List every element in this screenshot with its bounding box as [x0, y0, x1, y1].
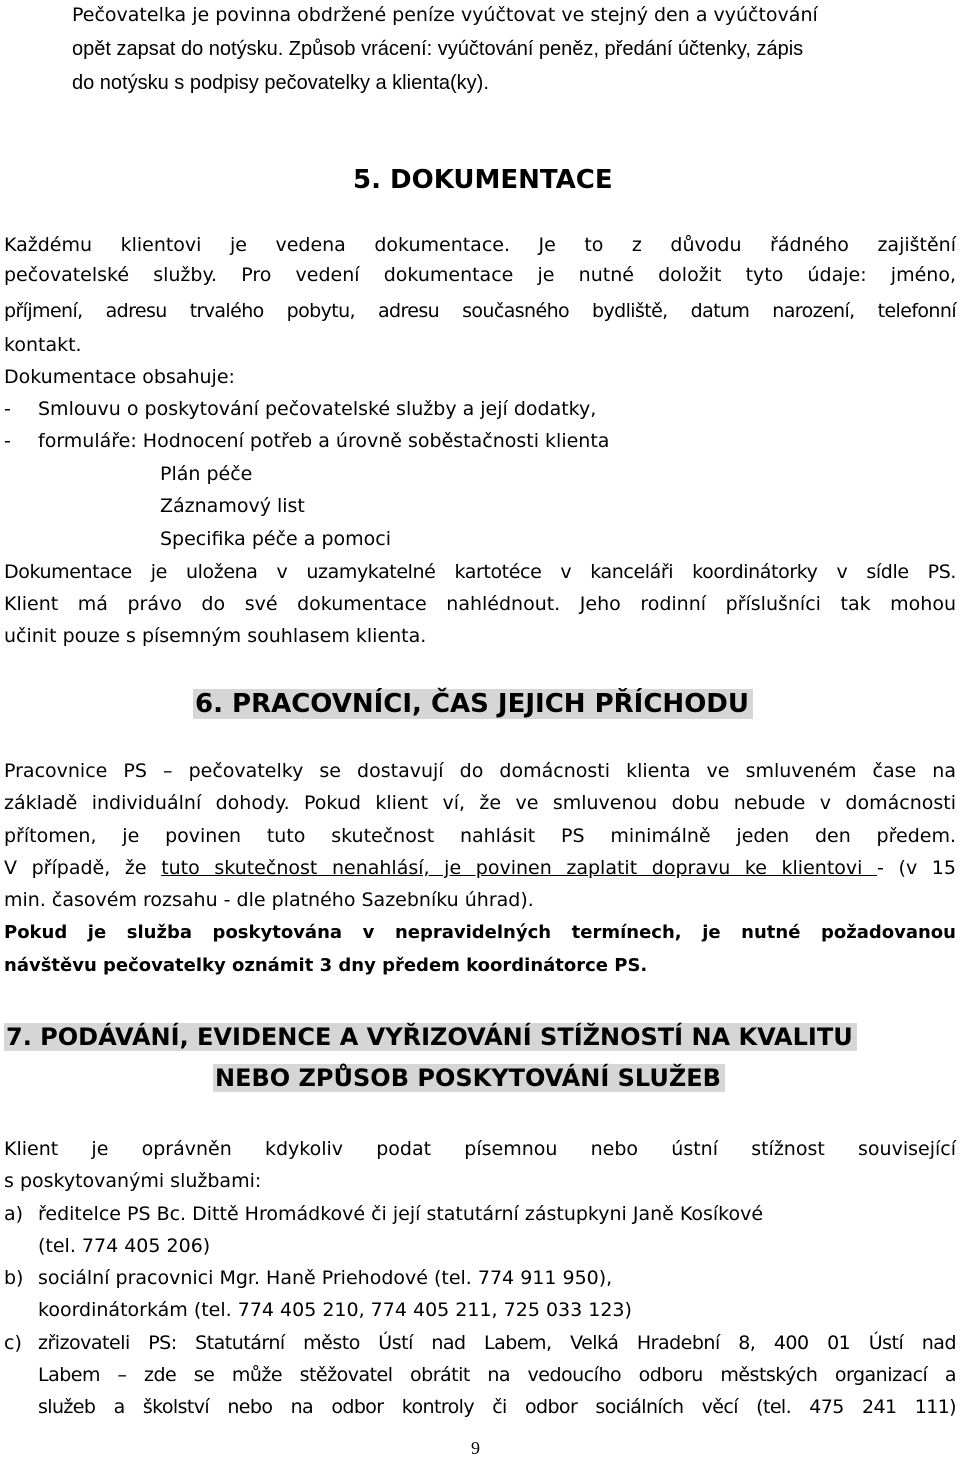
form-plan-pece: Plán péče [160, 463, 253, 485]
list-dash-1: - [4, 398, 11, 420]
item-c-line-3: služeb a školství nebo na odbor kontroly či odbor sociálních věcí (tel. 475 241 111) [38, 1396, 956, 1418]
section-6-p1-line-4 [4, 855, 956, 881]
line-4-end: - (v 15 [877, 857, 956, 879]
item-a-line-1: ředitelce PS Bc. Dittě Hromádkové či její statutární zástupkyni Janě Kosíkové [38, 1203, 764, 1225]
section-7-intro-line-1: Klient je oprávněn kdykoliv podat písemnou nebo ústní stížnost související [4, 1138, 956, 1160]
section-6-heading-text: 6. PRACOVNÍCI, ČAS JEJICH PŘÍCHODU [193, 689, 753, 719]
section-5-p2-line-1: Dokumentace je uložena v uzamykatelné kartotéce v kanceláři koordinátorky v sídle PS. [4, 561, 956, 583]
item-c-label: c) [4, 1332, 22, 1354]
intro-line-3: do notýsku s podpisy pečovatelky a klienta(ky). [72, 72, 489, 94]
list-item-1: Smlouvu o poskytování pečovatelské služby a její dodatky, [38, 398, 597, 420]
section-6-bold-line-2: návštěvu pečovatelky oznámit 3 dny předem koordinátorce PS. [4, 955, 648, 976]
section-7-heading-line-2 [213, 1061, 725, 1095]
section-6-bold-line-1: Pokud je služba poskytována v nepravidelných termínech, je nutné požadovanou [4, 922, 956, 943]
section-5-p1-line-3: příjmení, adresu trvalého pobytu, adresu současného bydliště, datum narození, telefonní [4, 300, 956, 322]
intro-line-2: opět zapsat do notýsku. Způsob vrácení: vyúčtování peněz, předání účtenky, zápis [72, 38, 804, 60]
section-5-p1-line-4: kontakt. [4, 334, 82, 356]
section-7-heading-text-2: NEBO ZPŮSOB POSKYTOVÁNÍ SLUŽEB [213, 1064, 725, 1092]
section-6-p1-line-3: přítomen, je povinen tuto skutečnost nahlásit PS minimálně jeden den předem. [4, 825, 956, 847]
section-5-p1-line-2: pečovatelské služby. Pro vedení dokumentace je nutné doložit tyto údaje: jméno, [4, 264, 956, 286]
section-7-heading-line-1 [4, 1020, 857, 1054]
item-c-line-1: zřizovateli PS: Statutární město Ústí nad Labem, Velká Hradební 8, 400 01 Ústí nad [38, 1332, 956, 1354]
section-5-p2-line-2: Klient má právo do své dokumentace nahlédnout. Jeho rodinní příslušníci tak mohou [4, 593, 956, 615]
section-6-heading [193, 687, 753, 721]
intro-line-1: Pečovatelka je povinna obdržené peníze vyúčtovat ve stejný den a vyúčtování [72, 4, 818, 26]
section-7-heading-text-1: 7. PODÁVÁNÍ, EVIDENCE A VYŘIZOVÁNÍ STÍŽNOSTÍ NA KVALITU [4, 1023, 857, 1051]
underlined-obligation: tuto skutečnost nenahlásí, je povinen zaplatit dopravu ke klientovi [161, 857, 878, 879]
section-7-intro-line-2: s poskytovanými službami: [4, 1170, 262, 1192]
item-a-label: a) [4, 1203, 24, 1225]
section-5-p1-line-1: Každému klientovi je vedena dokumentace. Je to z důvodu řádného zajištění [4, 234, 956, 256]
item-b-line-1: sociální pracovnici Mgr. Haně Priehodové (tel. 774 911 950), [38, 1267, 613, 1289]
contains-label: Dokumentace obsahuje: [4, 366, 235, 388]
form-zaznamovy-list: Záznamový list [160, 495, 305, 517]
item-b-label: b) [4, 1267, 24, 1289]
section-6-p1-line-2: základě individuální dohody. Pokud klient ví, že ve smluvenou dobu nebude v domácnosti [4, 792, 956, 814]
list-item-2: formuláře: Hodnocení potřeb a úrovně soběstačnosti klienta [38, 430, 610, 452]
section-5-heading [353, 163, 613, 197]
form-specifika: Specifika péče a pomoci [160, 528, 392, 550]
section-5-p2-line-3: učinit pouze s písemným souhlasem klienta. [4, 625, 427, 647]
item-a-line-2: (tel. 774 405 206) [38, 1235, 211, 1257]
section-5-heading-text: 5. DOKUMENTACE [353, 165, 613, 195]
item-c-line-2: Labem – zde se může stěžovatel obrátit na vedoucího odboru městských organizací a [38, 1364, 956, 1386]
page-number: 9 [471, 1438, 480, 1458]
section-6-p1-line-1: Pracovnice PS – pečovatelky se dostavují do domácnosti klienta ve smluveném čase na [4, 760, 956, 782]
item-b-line-2: koordinátorkám (tel. 774 405 210, 774 405 211, 725 033 123) [38, 1299, 632, 1321]
line-4-start: V případě, že [4, 857, 162, 879]
section-6-p1-line-5: min. časovém rozsahu - dle platného Sazebníku úhrad). [4, 889, 534, 911]
list-dash-2: - [4, 430, 11, 452]
